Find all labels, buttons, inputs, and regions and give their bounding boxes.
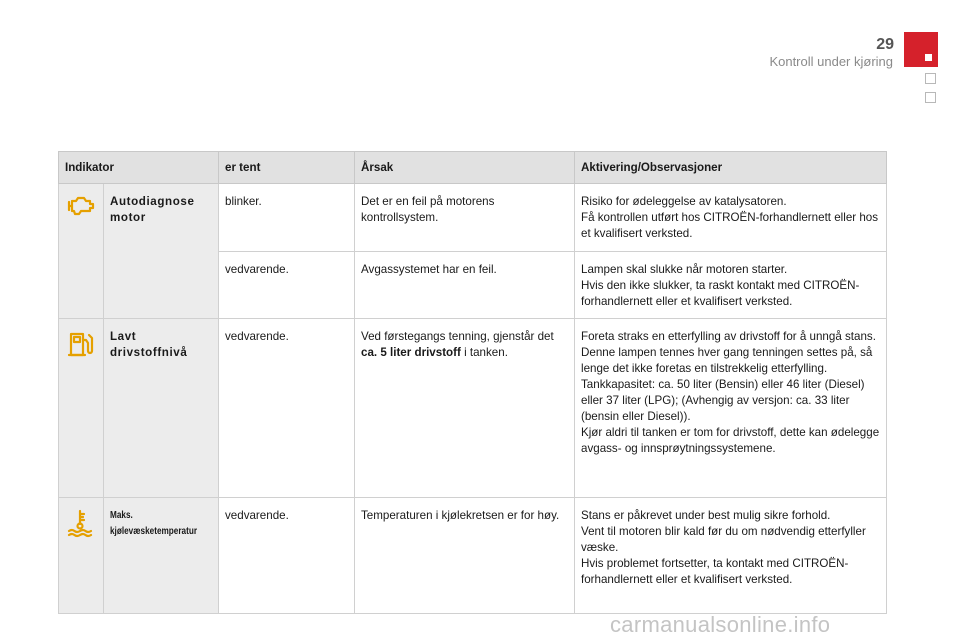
section-tab-marker: [904, 32, 938, 67]
action-line: Få kontrollen utført hos CITROËN-forhandlernett eller hos et kvalifisert verksted.: [581, 211, 879, 240]
action-line: Tankkapasitet: ca. 50 liter (Bensin) eller 46 liter (Diesel) eller 37 liter (LPG); (Avhengig av versjon: ca. 33 liter (bensin eller Diesel)).: [581, 378, 865, 423]
section-title: Kontroll under kjøring: [769, 54, 893, 69]
header-cause: Årsak: [355, 152, 575, 184]
action-line: Foreta straks en etterfylling av drivstoff for å unngå stans.: [581, 330, 876, 343]
table-row: [59, 184, 887, 252]
indicator-name-line: kjølevæsketemperatur: [110, 526, 198, 537]
indicator-icon-cell: [59, 184, 104, 319]
indicator-name: Lavt drivstoffnivå: [104, 319, 219, 498]
indicator-icon-cell: [59, 498, 104, 614]
indicator-table: [58, 151, 887, 614]
table-row: [59, 319, 887, 498]
cause-text: Ved førstegangs tenning, gjenstår det: [361, 330, 554, 343]
action-line: Risiko for ødeleggelse av katalysatoren.: [581, 195, 787, 208]
action-line: Hvis problemet fortsetter, ta kontakt med CITROËN-forhandlernett eller et kvalifisert verksted.: [581, 557, 849, 586]
cause-cell: Temperaturen i kjølekretsen er for høy.: [355, 498, 575, 614]
indicator-icon-cell: [59, 319, 104, 498]
action-line: Vent til motoren blir kald før du om nødvendig etterfyller væske.: [581, 525, 866, 554]
action-line: Denne lampen tennes hver gang tenningen settes på, så lenge det ikke foretas en tilstrekkelig etterfylling.: [581, 346, 873, 375]
watermark: carmanualsonline.info: [610, 612, 831, 637]
page-number: 29: [876, 36, 894, 53]
action-line: Lampen skal slukke når motoren starter.: [581, 263, 788, 276]
side-box-2: [925, 92, 936, 103]
cause-cell: [355, 319, 575, 498]
table-header-row: [59, 152, 887, 184]
cause-cell: Det er en feil på motorens kontrollsystem.: [355, 184, 575, 252]
engine-check-icon: [66, 194, 96, 218]
header-action: Aktivering/Observasjoner: [575, 152, 887, 184]
action-cell: [575, 252, 887, 319]
header-state: er tent: [219, 152, 355, 184]
indicator-name-line: Maks.: [110, 510, 133, 521]
action-cell: [575, 319, 887, 498]
action-cell: [575, 184, 887, 252]
fuel-pump-icon: [66, 329, 96, 359]
coolant-temperature-icon: [66, 508, 96, 538]
indicator-name: Autodiagnose motor: [104, 184, 219, 319]
cause-cell: Avgassystemet har en feil.: [355, 252, 575, 319]
action-line: Hvis den ikke slukker, ta raskt kontakt med CITROËN-forhandlernett eller et kvalifisert verksted.: [581, 279, 860, 308]
state-cell: vedvarende.: [219, 319, 355, 498]
cause-bold-text: ca. 5 liter drivstoff: [361, 346, 461, 359]
cause-text: i tanken.: [460, 346, 508, 359]
state-cell: blinker.: [219, 184, 355, 252]
header-indicator: Indikator: [59, 152, 219, 184]
indicator-name: [104, 498, 219, 614]
state-cell: vedvarende.: [219, 498, 355, 614]
action-line: Stans er påkrevet under best mulig sikre forhold.: [581, 509, 831, 522]
tab-dot: [925, 54, 932, 61]
table-row: [59, 498, 887, 614]
state-cell: vedvarende.: [219, 252, 355, 319]
side-box-1: [925, 73, 936, 84]
action-cell: [575, 498, 887, 614]
action-line: Kjør aldri til tanken er tom for drivstoff, dette kan ødelegge avgass- og innsprøytningssystemene.: [581, 426, 880, 455]
